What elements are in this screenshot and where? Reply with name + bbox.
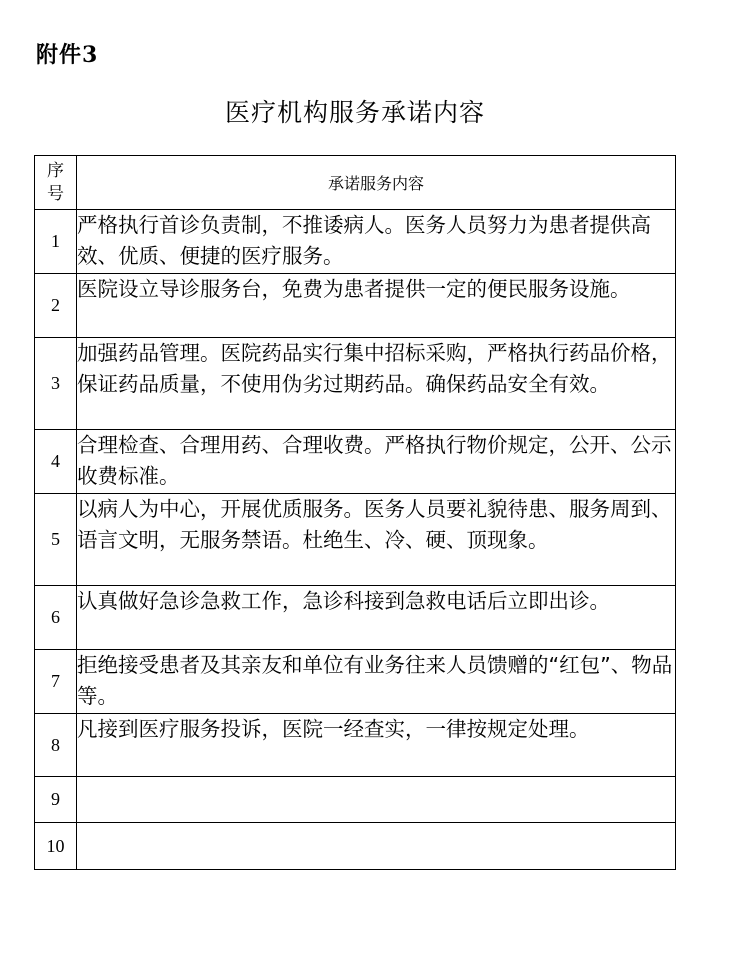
table-header-row [35, 156, 676, 210]
row-number: 8 [35, 714, 77, 777]
table-row [35, 650, 676, 714]
row-number: 5 [35, 494, 77, 586]
pledge-text: 凡接到医疗服务投诉，医院一经查实，一律按规定处理。 [77, 714, 676, 777]
row-number: 2 [35, 274, 77, 338]
attachment-label: 附件3 [36, 42, 99, 68]
pledge-text: 严格执行首诊负责制，不推诿病人。医务人员努力为患者提供高效、优质、便捷的医疗服务。 [77, 210, 676, 274]
table-row [35, 430, 676, 494]
row-number: 7 [35, 650, 77, 714]
row-number: 6 [35, 586, 77, 650]
table-row [35, 210, 676, 274]
pledge-text: 以病人为中心，开展优质服务。医务人员要礼貌待患、服务周到、语言文明，无服务禁语。杜绝生、冷、硬、顶现象。 [77, 494, 676, 586]
pledge-text: 加强药品管理。医院药品实行集中招标采购，严格执行药品价格，保证药品质量，不使用伪劣过期药品。确保药品安全有效。 [77, 338, 676, 430]
pledge-text: 认真做好急诊急救工作，急诊科接到急救电话后立即出诊。 [77, 586, 676, 650]
table-row [35, 338, 676, 430]
header-number-label: 序号 [47, 160, 64, 204]
pledge-text [77, 777, 676, 823]
row-number: 10 [35, 823, 77, 870]
table-row [35, 777, 676, 823]
table-row [35, 823, 676, 870]
pledge-text: 合理检查、合理用药、合理收费。严格执行物价规定，公开、公示收费标准。 [77, 430, 676, 494]
header-number-cell [35, 156, 77, 210]
pledge-text [77, 823, 676, 870]
row-number: 3 [35, 338, 77, 430]
row-number: 4 [35, 430, 77, 494]
row-number: 1 [35, 210, 77, 274]
pledge-text: 拒绝接受患者及其亲友和单位有业务往来人员馈赠的“红包”、物品等。 [77, 650, 676, 714]
pledge-text: 医院设立导诊服务台，免费为患者提供一定的便民服务设施。 [77, 274, 676, 338]
table-row [35, 274, 676, 338]
table-row [35, 586, 676, 650]
table-row [35, 714, 676, 777]
row-number: 9 [35, 777, 77, 823]
header-content-cell: 承诺服务内容 [77, 156, 676, 210]
document-title: 医疗机构服务承诺内容 [224, 98, 485, 127]
table-row [35, 494, 676, 586]
service-pledge-table [34, 155, 676, 870]
